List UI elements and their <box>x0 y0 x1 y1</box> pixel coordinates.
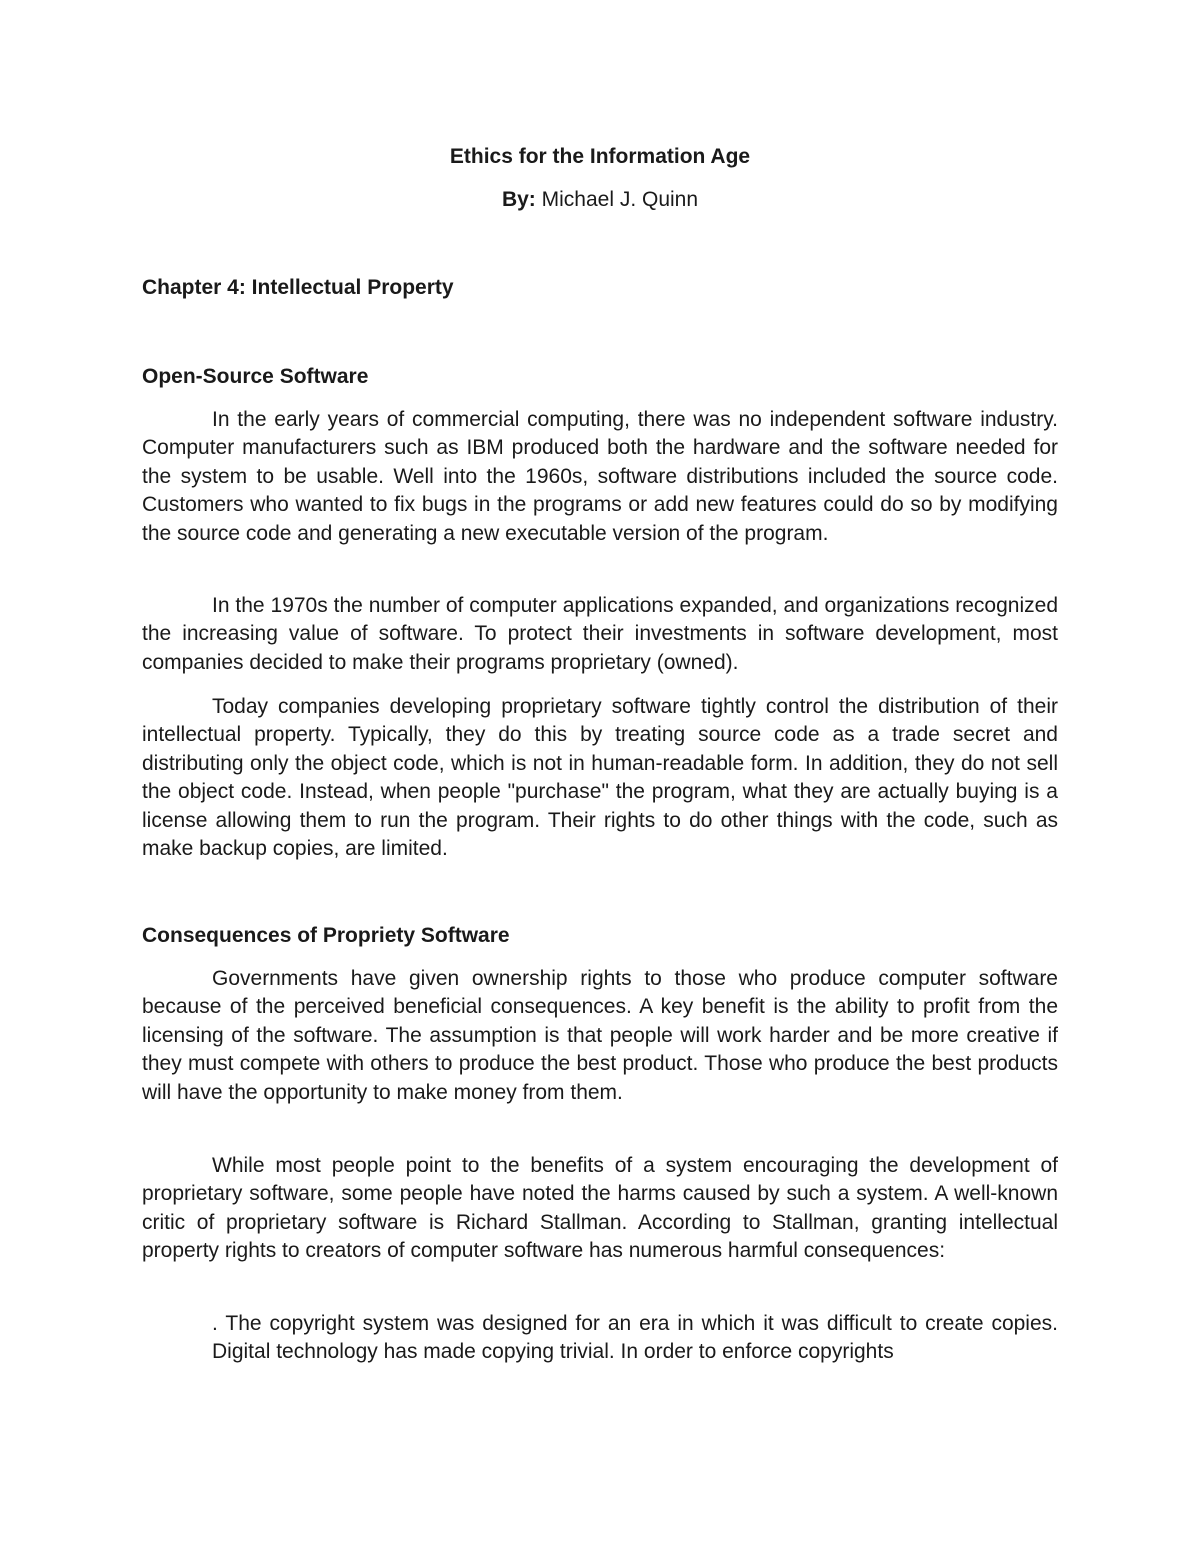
section-heading-consequences: Consequences of Propriety Software <box>142 924 510 947</box>
byline-author: Michael J. Quinn <box>535 188 699 211</box>
paragraph: In the 1970s the number of computer applications expanded, and organizations recognized the increasing value of software. To protect their investments in software development, most companies decided to make their programs proprietary (owned). <box>142 594 1058 674</box>
paragraph: While most people point to the benefits of a system encouraging the development of proprietary software, some people have noted the harms caused by such a system. A well-known critic of proprietary software is Richard Stallman. According to Stallman, granting intellectual property rights to creators of computer software has numerous harmful consequences: <box>142 1154 1058 1263</box>
byline-label: By: <box>501 188 536 211</box>
paragraph: In the early years of commercial computing, there was no independent software industry. Computer manufacturers such as IBM produced both the hardware and the software needed for the system to be usable. Well into the 1960s, software distributions included the source code. Customers who wanted to fix bugs in the programs or add new features could do so by modifying the source code and generating a new executable version of the program. <box>142 408 1058 545</box>
chapter-heading: Chapter 4: Intellectual Property <box>142 276 454 299</box>
paragraph: Governments have given ownership rights to those who produce computer software because of the perceived beneficial consequences. A key benefit is the ability to profit from the licensing of the software. The assumption is that people will work harder and be more creative if they must compete with others to produce the best product. Those who produce the best products will have the opportunity to make money from them. <box>142 967 1058 1104</box>
list-item: . The copyright system was designed for an era in which it was difficult to create copies. Digital technology has made copying trivial. In order to enforce copyrights <box>212 1312 1058 1364</box>
document-title: Ethics for the Information Age <box>449 145 751 168</box>
paragraph: Today companies developing proprietary software tightly control the distribution of their intellectual property. Typically, they do this by treating source code as a trade secret and distributing only the object code, which is not in human-readable form. In addition, they do not sell the object code. Instead, when people "purchase" the program, what they are actually buying is a license allowing them to run the program. Their rights to do other things with the code, such as make backup copies, are limited. <box>142 695 1058 861</box>
section-heading-open-source: Open-Source Software <box>142 365 369 388</box>
author-byline <box>142 186 1058 214</box>
